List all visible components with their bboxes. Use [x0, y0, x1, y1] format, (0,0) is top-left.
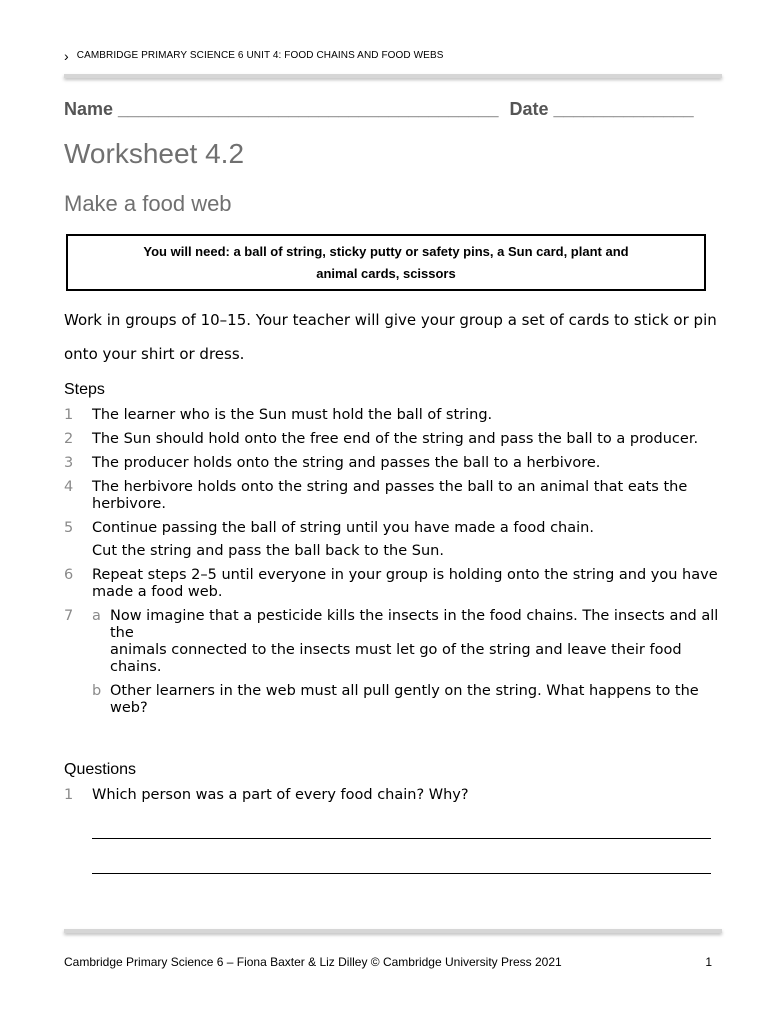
answer-line[interactable] [92, 873, 711, 874]
step-number: 1 [64, 407, 74, 423]
steps-list [64, 407, 724, 724]
footer-credit: Cambridge Primary Science 6 – Fiona Baxter & Liz Dilley © Cambridge University Press 2021 [64, 955, 562, 969]
step-item [64, 479, 724, 513]
step-item [64, 608, 724, 717]
step-item [64, 567, 724, 601]
materials-line-2: animal cards, scissors [316, 265, 456, 281]
substep-letter: a [92, 608, 101, 624]
running-title: CAMBRIDGE PRIMARY SCIENCE 6 UNIT 4: FOOD CHAINS AND FOOD WEBS [76, 50, 444, 61]
step-text: The learner who is the Sun must hold the ball of string. [92, 407, 493, 423]
step-item [64, 431, 724, 448]
substep-text: Other learners in the web must all pull gently on the string. What happens to the web? [110, 683, 699, 716]
intro-paragraph: Work in groups of 10–15. Your teacher will give your group a set of cards to stick or pin onto your shirt or dress. [64, 311, 717, 363]
step-item [64, 407, 724, 424]
substep-a [92, 608, 724, 676]
running-header [64, 47, 444, 64]
substep-b [92, 683, 724, 717]
name-date-row [64, 99, 694, 120]
question-item [64, 787, 724, 804]
name-label: Name [64, 99, 114, 119]
chevron-right-icon: › [64, 47, 69, 64]
page-number: 1 [705, 955, 712, 969]
question-text: Which person was a part of every food chain? Why? [92, 787, 469, 803]
step-number: 7 [64, 608, 74, 624]
materials-line-1: You will need: a ball of string, sticky putty or safety pins, a Sun card, plant and [143, 243, 629, 259]
footer [64, 955, 712, 969]
step-item [64, 520, 724, 560]
step-number: 6 [64, 567, 74, 583]
materials-box [66, 234, 706, 291]
question-number: 1 [64, 787, 74, 803]
step-text: The Sun should hold onto the free end of the string and pass the ball to a producer. [92, 431, 699, 447]
step-number: 2 [64, 431, 74, 447]
step-number: 5 [64, 520, 74, 536]
worksheet-subtitle: Make a food web [64, 191, 232, 216]
questions-heading: Questions [64, 761, 137, 778]
step-number: 3 [64, 455, 74, 471]
step-text: The herbivore holds onto the string and passes the ball to an animal that eats the herbivore. [92, 479, 688, 512]
substep-letter: b [92, 683, 102, 699]
step-number: 4 [64, 479, 74, 495]
step-text: The producer holds onto the string and passes the ball to a herbivore. [92, 455, 601, 471]
step-text-continued: Cut the string and pass the ball back to the Sun. [92, 543, 444, 559]
name-blank[interactable]: ______________________________________ [118, 99, 499, 119]
questions-list [64, 787, 724, 811]
worksheet-title: Worksheet 4.2 [64, 138, 245, 169]
substep-text: Now imagine that a pesticide kills the insects in the food chains. The insects and all the [110, 608, 719, 641]
step-text: Repeat steps 2–5 until everyone in your group is holding onto the string and you have made a food web. [92, 567, 718, 600]
step-item [64, 455, 724, 472]
header-divider [64, 74, 722, 78]
substep-text-continued: animals connected to the insects must let go of the string and leave their food chains. [110, 642, 682, 675]
answer-line[interactable] [92, 838, 711, 839]
step-text: Continue passing the ball of string until you have made a food chain. [92, 520, 594, 536]
footer-divider [64, 929, 722, 933]
date-blank[interactable]: ______________ [553, 99, 694, 119]
steps-heading: Steps [64, 381, 105, 398]
date-label: Date [509, 99, 549, 119]
